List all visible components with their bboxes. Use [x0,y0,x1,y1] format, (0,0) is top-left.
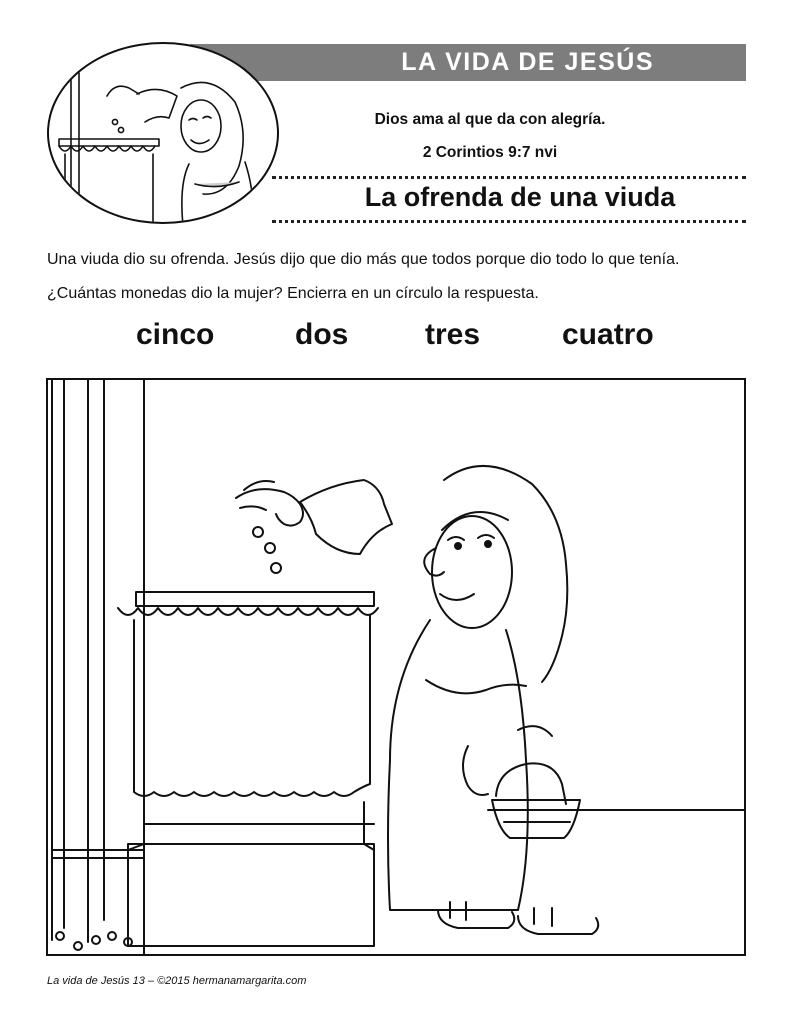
thumbnail-illustration [47,42,279,224]
series-title: LA VIDA DE JESÚS [401,48,654,76]
dotted-divider-top [272,176,746,179]
dotted-divider-bottom [272,220,746,223]
verse-text: Dios ama al que da con alegría. [374,111,606,128]
header-banner [190,44,746,81]
widow-offering-drawing [48,380,746,956]
thumbnail-widow-drawing [49,44,279,224]
coloring-picture-frame [46,378,746,956]
answer-option-tres[interactable]: tres [425,318,481,351]
verse-reference: 2 Corintios 9:7 nvi [422,144,558,161]
answer-option-cinco[interactable]: cinco [136,318,215,351]
instruction-line-2: ¿Cuántas monedas dio la mujer? Encierra en un círculo la respuesta. [47,285,539,302]
answer-option-cuatro[interactable]: cuatro [562,318,654,351]
instruction-line-1: Una viuda dio su ofrenda. Jesús dijo que dio más que todos porque dio todo lo que tenía. [47,251,680,268]
footer-credit: La vida de Jesús 13 – ©2015 hermanamargarita.com [47,975,307,987]
story-title: La ofrenda de una viuda [364,182,676,212]
answer-option-dos[interactable]: dos [295,318,349,351]
